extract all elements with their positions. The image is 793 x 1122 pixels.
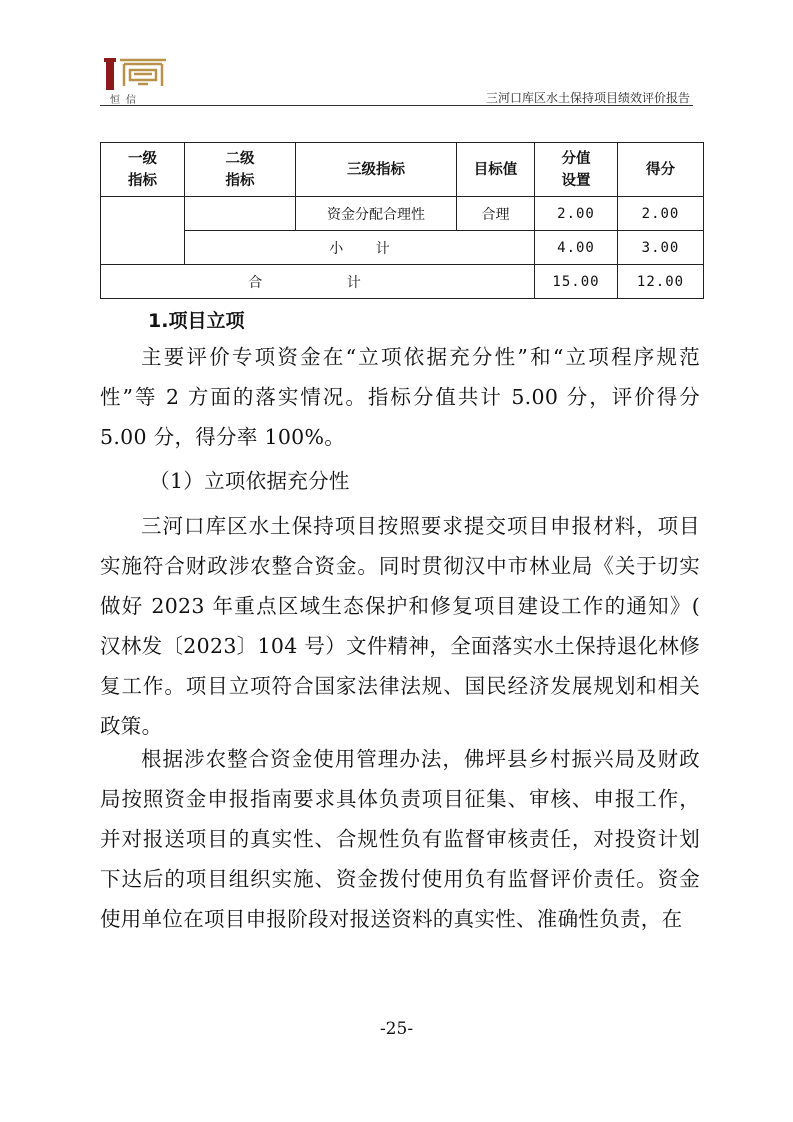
page-number: -25- xyxy=(379,1019,414,1039)
total-label: 合 计 xyxy=(101,265,535,299)
total-score-got: 12.00 xyxy=(618,265,704,299)
header-score-set: 分值 设置 xyxy=(535,143,618,197)
subtotal-score-got: 3.00 xyxy=(618,231,704,265)
level2-cell xyxy=(185,197,296,231)
total-row xyxy=(101,265,704,299)
paragraph-management: 根据涉农整合资金使用管理办法，佛坪县乡村振兴局及财政局按照资金申报指南要求具体负责项目征集、审核、申报工作，并对报送项目的真实性、合规性负有监督审核责任，对投资计划下达后的项目组织实施、资金拨付使用负有监督评价责任。资金使用单位在项目申报阶段对报送资料的真实性、准确性负责，在 xyxy=(100,747,700,931)
logo-text: 恒信 xyxy=(110,95,142,106)
sub-heading: （1）立项依据充分性 xyxy=(149,469,350,493)
subtotal-score-set: 4.00 xyxy=(535,231,618,265)
paragraph-basis: 三河口库区水土保持项目按照要求提交项目申报材料，项目实施符合财政涉农整合资金。同时贯彻汉中市林业局《关于切实做好 2023 年重点区域生态保护和修复项目建设工作的通知》( 汉林发〔2023〕104 号）文件精神，全面落实水土保持退化林修复工作。项目立项符合国家法律法规、国民经济发展规划和相关政策。 xyxy=(100,514,700,738)
level3-cell: 资金分配合理性 xyxy=(296,197,457,231)
table-row xyxy=(101,197,704,231)
total-score-set: 15.00 xyxy=(535,265,618,299)
subtotal-label: 小 计 xyxy=(185,231,535,265)
subtotal-row xyxy=(101,231,704,265)
table-header-row xyxy=(101,143,704,197)
header-score-got: 得分 xyxy=(618,143,704,197)
level1-cell xyxy=(101,197,185,265)
target-cell: 合理 xyxy=(457,197,535,231)
score-table xyxy=(100,142,704,299)
header-level3: 三级指标 xyxy=(296,143,457,197)
header-target: 目标值 xyxy=(457,143,535,197)
header-level1: 一级 指标 xyxy=(101,143,185,197)
header-level2: 二级 指标 xyxy=(185,143,296,197)
report-title: 三河口库区水土保持项目绩效评价报告 xyxy=(485,91,690,105)
score-set-cell: 2.00 xyxy=(535,197,618,231)
paragraph-summary: 主要评价专项资金在“立项依据充分性”和“立项程序规范性”等 2 方面的落实情况。指标分值共计 5.00 分，评价得分 5.00 分，得分率 100%。 xyxy=(100,345,700,449)
section-title: 1.项目立项 xyxy=(148,310,245,332)
score-got-cell: 2.00 xyxy=(618,197,704,231)
header-divider xyxy=(100,105,693,106)
